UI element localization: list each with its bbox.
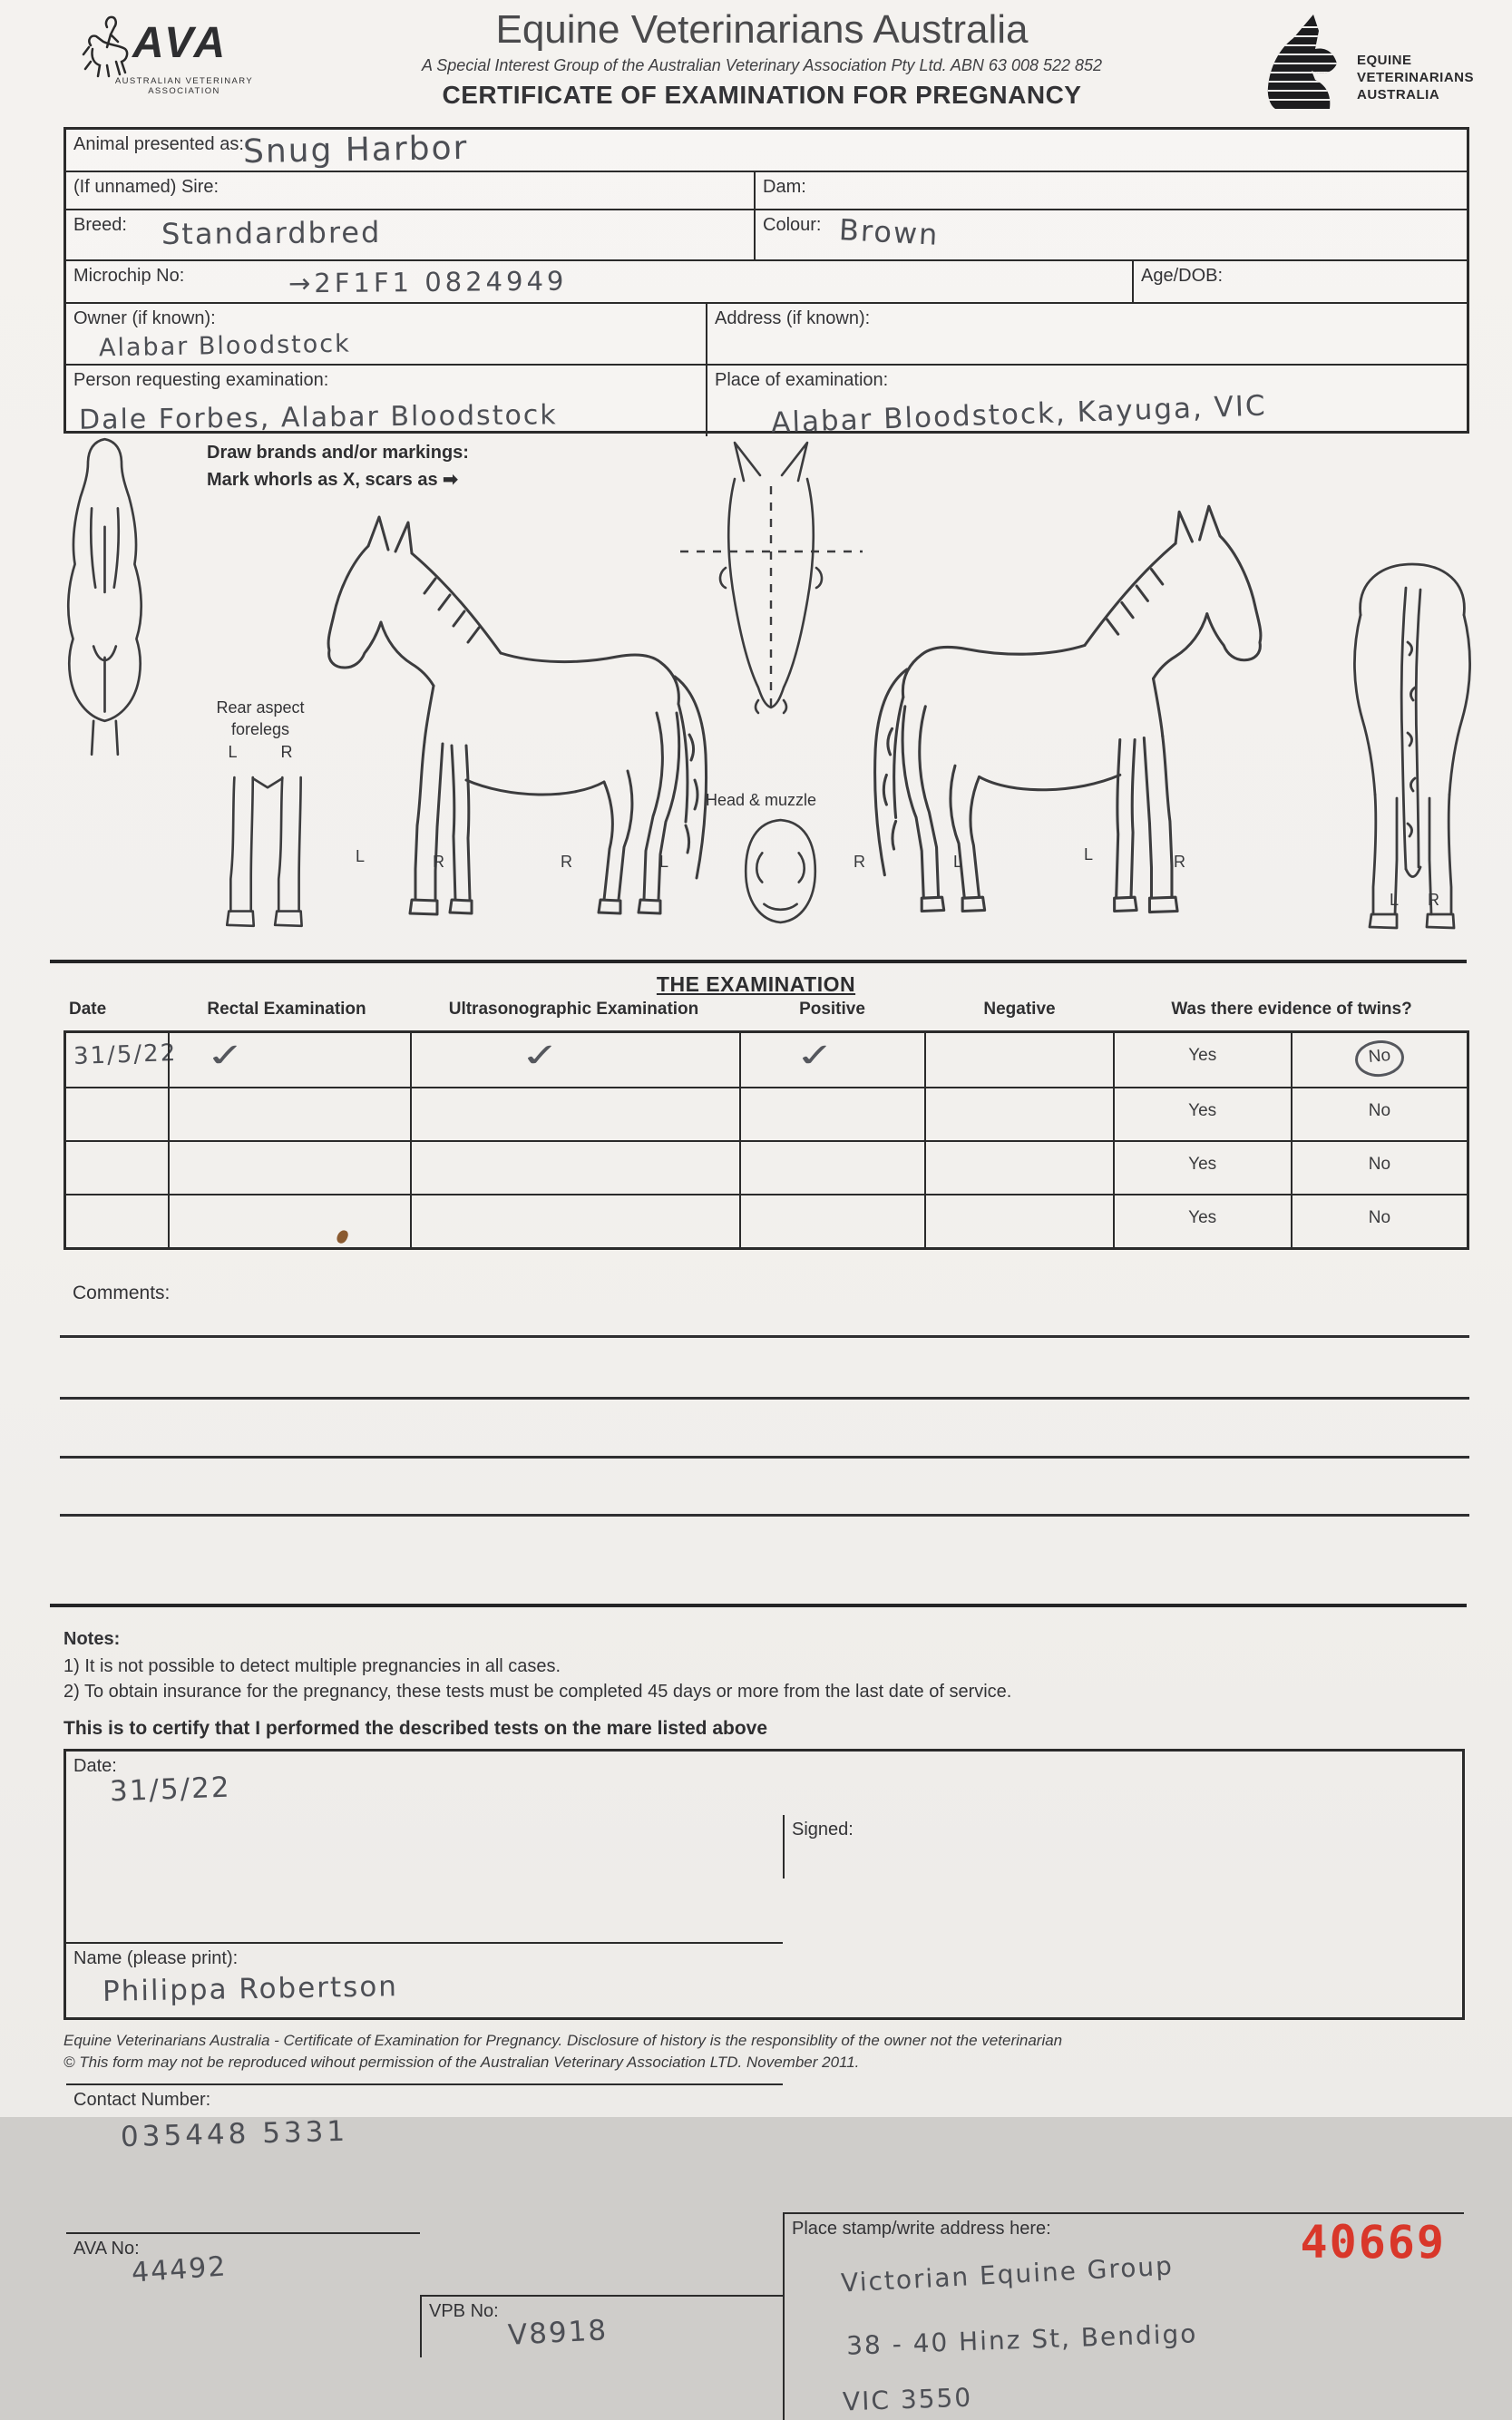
twins-yes-cell xyxy=(1113,1142,1291,1194)
owner-value: Alabar Bloodstock xyxy=(98,329,351,363)
row-breed-colour xyxy=(66,209,1467,259)
no-label: No xyxy=(1368,1208,1391,1227)
markings-instruction-line2: Mark whorls as X, scars as ➡ xyxy=(207,470,458,490)
contact-number-value: 035448 5331 xyxy=(120,2114,349,2154)
horse-rear-view-drawing xyxy=(1344,551,1480,932)
ava-no-label: AVA No: xyxy=(73,2239,140,2259)
twins-no-cell xyxy=(1291,1088,1467,1140)
twins-yes-cell xyxy=(1113,1088,1291,1140)
signed-cell xyxy=(783,1815,1464,1878)
stamp-address-line1: Victorian Equine Group xyxy=(840,2250,1175,2298)
positive-tick: ✓ xyxy=(792,1037,840,1075)
twins-yes-cell xyxy=(1113,1033,1291,1087)
leg-label: L xyxy=(953,853,963,871)
address-label: Address (if known): xyxy=(715,308,871,328)
row-requester-place xyxy=(66,364,1467,440)
header-titles xyxy=(327,7,1197,110)
section-divider xyxy=(50,960,1467,963)
markings-instruction-line1: Draw brands and/or markings: xyxy=(207,443,469,463)
microchip-value: →2F1F1 0824949 xyxy=(288,265,568,299)
name-value: Philippa Robertson xyxy=(102,1970,399,2008)
vpb-no-label: VPB No: xyxy=(429,2301,499,2321)
notes-label: Notes: xyxy=(63,1629,121,1649)
contact-cell xyxy=(66,2083,783,2158)
dam-label: Dam: xyxy=(763,177,806,197)
markings-instructions xyxy=(207,439,469,493)
leg-label: R xyxy=(854,853,865,871)
place-of-exam-label: Place of examination: xyxy=(715,370,889,390)
microchip-label: Microchip No: xyxy=(73,266,185,286)
rear-aspect-l: L xyxy=(228,742,238,761)
comments-line xyxy=(60,1456,1469,1459)
head-muzzle-label: Head & muzzle xyxy=(706,791,817,809)
ava-no-cell xyxy=(66,2232,420,2295)
twins-no-cell xyxy=(1291,1195,1467,1247)
leg-label: R xyxy=(561,853,572,871)
row-sire-dam xyxy=(66,171,1467,209)
col-header-ultrasonographic: Ultrasonographic Examination xyxy=(448,1000,699,1019)
col-header-negative: Negative xyxy=(983,1000,1056,1019)
eva-logo-line2: VETERINARIANS xyxy=(1357,69,1475,85)
examination-title: THE EXAMINATION xyxy=(656,972,856,996)
requester-label: Person requesting examination: xyxy=(73,370,329,390)
horse-side-view-left-drawing xyxy=(299,508,698,934)
stamp-cell xyxy=(783,2212,1464,2420)
note-item-1: 1) It is not possible to detect multiple pregnancies in all cases. xyxy=(63,1656,561,1676)
col-header-positive: Positive xyxy=(799,1000,865,1019)
breed-value: Standardbred xyxy=(161,214,382,252)
footer-line1: Equine Veterinarians Australia - Certificate of Examination for Pregnancy. Disclosure of history is the responsiblity of the owner not the veterinarian xyxy=(63,2032,1063,2049)
stamp-number: 40669 xyxy=(1300,2216,1446,2269)
page-subtitle: A Special Interest Group of the Australian Veterinary Association Pty Ltd. ABN 63 008 522 852 xyxy=(421,56,1103,74)
eva-logo xyxy=(1259,11,1486,120)
eva-logo-line1: EQUINE xyxy=(1357,53,1412,68)
stamp-label: Place stamp/write address here: xyxy=(792,2219,1051,2239)
owner-label: Owner (if known): xyxy=(73,308,216,328)
colour-label: Colour: xyxy=(763,215,822,235)
muzzle-drawing xyxy=(736,815,824,929)
animal-presented-label: Animal presented as: xyxy=(73,134,244,154)
ava-acronym: AVA xyxy=(132,19,229,67)
colour-value: Brown xyxy=(838,212,941,252)
twins-evidence-answer: No xyxy=(1353,1039,1406,1079)
leg-label: L xyxy=(1390,891,1400,909)
col-header-rectal: Rectal Examination xyxy=(207,1000,366,1019)
vpb-no-value: V8918 xyxy=(507,2314,609,2352)
place-of-exam-value: Alabar Bloodstock, Kayuga, VIC xyxy=(770,389,1268,440)
examination-header-row xyxy=(63,1000,1469,1020)
ava-caption: AUSTRALIAN VETERINARY ASSOCIATION xyxy=(114,76,254,96)
animal-presented-value: Snug Harbor xyxy=(242,129,469,171)
rear-aspect-r: R xyxy=(280,742,293,761)
comments-label: Comments: xyxy=(73,1283,171,1303)
animal-details-table xyxy=(63,127,1469,440)
stamp-address-line2: 38 - 40 Hinz St, Bendigo xyxy=(845,2318,1198,2361)
row-owner-address xyxy=(66,302,1467,364)
examination-row-4 xyxy=(66,1194,1467,1247)
comments-line xyxy=(60,1335,1469,1338)
no-label: No xyxy=(1368,1101,1391,1120)
rear-aspect-line2: forelegs xyxy=(230,720,290,739)
note-item-2: 2) To obtain insurance for the pregnancy, these tests must be completed 45 days or more from the last date of service. xyxy=(63,1682,1012,1702)
yes-label: Yes xyxy=(1188,1046,1217,1065)
comments-line xyxy=(60,1397,1469,1400)
col-header-date: Date xyxy=(69,1000,107,1019)
section-divider xyxy=(50,1604,1467,1607)
breed-label: Breed: xyxy=(73,215,127,235)
name-cell xyxy=(66,1942,783,2013)
comments-line xyxy=(60,1514,1469,1517)
exam-date-value: 31/5/22 xyxy=(73,1039,178,1070)
examination-row-3 xyxy=(66,1140,1467,1194)
certify-statement: This is to certify that I performed the described tests on the mare listed above xyxy=(63,1718,768,1739)
twins-yes-cell xyxy=(1113,1195,1291,1247)
horse-head-front-view-drawing xyxy=(678,434,864,787)
yes-label: Yes xyxy=(1188,1208,1217,1227)
horse-head-icon xyxy=(1259,11,1350,112)
horse-side-view-right-drawing xyxy=(878,497,1295,932)
date-label: Date: xyxy=(73,1756,117,1776)
stamp-address-line3: VIC 3550 xyxy=(842,2382,973,2417)
leg-label: R xyxy=(433,853,444,871)
examination-table xyxy=(63,1030,1469,1250)
page-title: Equine Veterinarians Australia xyxy=(495,7,1029,52)
horse-ventral-view-drawing xyxy=(56,434,154,760)
yes-label: Yes xyxy=(1188,1101,1217,1120)
ava-no-value: 44492 xyxy=(130,2250,229,2289)
sire-label: (If unnamed) Sire: xyxy=(73,177,219,197)
date-value: 31/5/22 xyxy=(109,1771,232,1809)
ultrasonographic-tick: ✓ xyxy=(517,1037,564,1075)
leg-label: L xyxy=(1084,845,1094,864)
leg-label: R xyxy=(1428,891,1439,909)
examination-row-2 xyxy=(66,1087,1467,1140)
contact-number-label: Contact Number: xyxy=(73,2090,211,2110)
no-label: No xyxy=(1368,1155,1391,1174)
horse-and-rider-icon xyxy=(80,15,134,80)
leg-label: R xyxy=(1174,853,1185,871)
signed-label: Signed: xyxy=(792,1820,854,1839)
leg-label: L xyxy=(659,853,669,871)
certificate-title: CERTIFICATE OF EXAMINATION FOR PREGNANCY xyxy=(442,81,1082,109)
row-animal xyxy=(66,130,1467,171)
footer-line2: © This form may not be reproduced wihout permission of the Australian Veterinary Association LTD. November 2011. xyxy=(63,2054,860,2071)
twins-no-cell xyxy=(1291,1142,1467,1194)
requester-value: Dale Forbes, Alabar Bloodstock xyxy=(78,399,558,436)
age-dob-label: Age/DOB: xyxy=(1141,266,1224,286)
twins-no-cell xyxy=(1291,1033,1467,1087)
date-cell xyxy=(66,1752,783,1815)
rectal-tick: ✓ xyxy=(202,1037,250,1075)
vpb-no-cell xyxy=(420,2295,783,2357)
name-label: Name (please print): xyxy=(73,1948,239,1968)
leg-label: L xyxy=(356,847,366,865)
eva-logo-line3: AUSTRALIA xyxy=(1357,86,1440,102)
yes-label: Yes xyxy=(1188,1155,1217,1174)
examination-row-1 xyxy=(66,1033,1467,1087)
col-header-twins: Was there evidence of twins? xyxy=(1171,1000,1412,1019)
rear-aspect-line1: Rear aspect xyxy=(216,698,305,717)
row-microchip-age xyxy=(66,259,1467,302)
